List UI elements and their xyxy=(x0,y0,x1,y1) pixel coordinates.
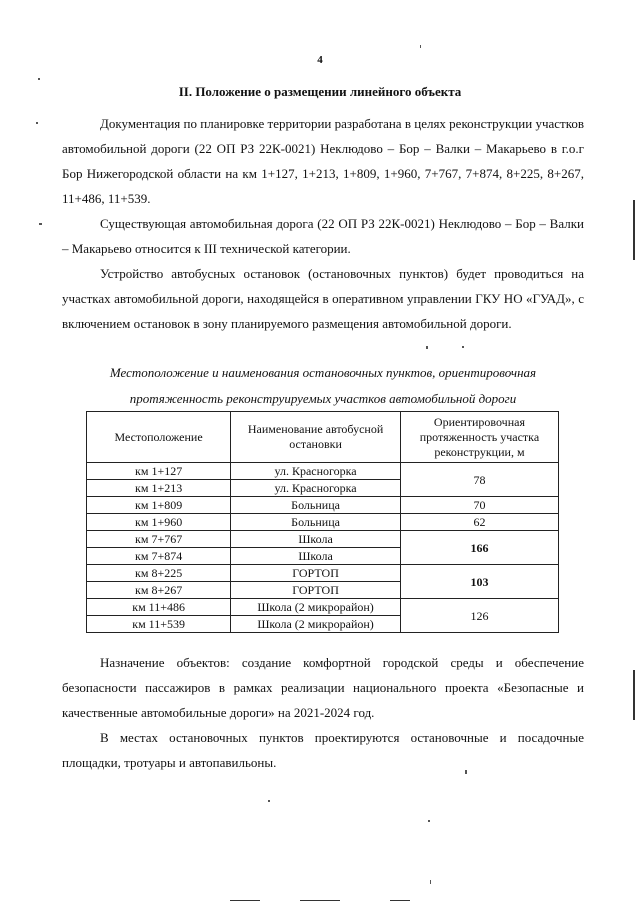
table-header-row xyxy=(87,412,559,463)
cell-location: км 8+267 xyxy=(87,582,231,599)
cell-length: 166 xyxy=(400,531,558,565)
section-heading: II. Положение о размещении линейного объекта xyxy=(178,84,462,99)
scan-speck xyxy=(36,122,38,124)
scan-edge-mark xyxy=(390,900,410,901)
header-location: Местоположение xyxy=(87,412,231,463)
cell-stop: Школа (2 микрорайон) xyxy=(231,616,401,633)
scan-speck xyxy=(430,880,431,884)
paragraph-text: Назначение объектов: создание комфортной городской среды и обеспечение безопасности пассажиров в рамках реализации национального проекта «Безопасные и качественные автомобильные дороги» на 2021-2024 год. xyxy=(62,655,584,720)
scan-edge-mark xyxy=(300,900,340,901)
scan-edge-mark xyxy=(633,670,635,720)
scan-speck xyxy=(462,346,464,348)
cell-location: км 8+225 xyxy=(87,565,231,582)
scan-speck xyxy=(465,770,467,774)
bus-stops-table xyxy=(86,411,559,633)
cell-stop: Больница xyxy=(231,497,401,514)
cell-length: 62 xyxy=(400,514,558,531)
paragraph-text: В местах остановочных пунктов проектируются остановочные и посадочные площадки, тротуары и автопавильоны. xyxy=(62,730,584,770)
scan-speck xyxy=(426,346,428,349)
cell-stop: ГОРТОП xyxy=(231,565,401,582)
cell-stop: Больница xyxy=(231,514,401,531)
cell-location: км 11+539 xyxy=(87,616,231,633)
header-stop-name: Наименование автобусной остановки xyxy=(231,412,401,463)
cell-stop: Школа xyxy=(231,548,401,565)
cell-length: 103 xyxy=(400,565,558,599)
paragraph-text: Существующая автомобильная дорога (22 ОП РЗ 22К-0021) Неклюдово – Бор – Валки – Макарьево относится к III технической категории. xyxy=(62,216,584,256)
table-row xyxy=(87,599,559,616)
cell-stop: Школа xyxy=(231,531,401,548)
table-row xyxy=(87,531,559,548)
scan-speck xyxy=(268,800,270,802)
scan-edge-mark xyxy=(230,900,260,901)
paragraph-facilities xyxy=(62,725,584,775)
page-number: 4 xyxy=(317,54,323,66)
cell-location: км 11+486 xyxy=(87,599,231,616)
cell-length: 70 xyxy=(400,497,558,514)
scan-speck xyxy=(420,45,421,48)
cell-stop: ул. Красногорка xyxy=(231,463,401,480)
table-caption: Местоположение и наименования остановочных пунктов, ориентировочная протяженность реконструируемых участков автомобильной дороги xyxy=(109,365,537,406)
cell-location: км 1+960 xyxy=(87,514,231,531)
paragraph-bus-stops xyxy=(62,261,584,336)
paragraph-text: Устройство автобусных остановок (остановочных пунктов) будет проводиться на участках автомобильной дороги, находящейся в оперативном управлении ГКУ НО «ГУАД», с включением остановок в зону планируемого размещения автомобильной дороги. xyxy=(62,266,584,331)
table-row xyxy=(87,514,559,531)
cell-stop: ул. Красногорка xyxy=(231,480,401,497)
cell-location: км 1+809 xyxy=(87,497,231,514)
paragraph-documentation xyxy=(62,111,584,211)
paragraph-text: Документация по планировке территории разработана в целях реконструкции участков автомобильной дороги (22 ОП РЗ 22К-0021) Неклюдово – Бор – Валки – Макарьево в г.о.г Бор Нижегородской области на км 1+127, 1+213, 1+809, 1+960, 7+767, 7+874, 8+225, 8+267, 11+486, 11+539. xyxy=(62,116,584,206)
paragraph-purpose xyxy=(62,650,584,725)
scan-edge-mark xyxy=(633,200,635,260)
header-length: Ориентировочная протяженность участка реконструкции, м xyxy=(400,412,558,463)
cell-stop: ГОРТОП xyxy=(231,582,401,599)
cell-stop: Школа (2 микрорайон) xyxy=(231,599,401,616)
cell-location: км 7+874 xyxy=(87,548,231,565)
cell-length: 78 xyxy=(400,463,558,497)
table-row xyxy=(87,565,559,582)
scan-speck xyxy=(428,820,430,822)
cell-location: км 7+767 xyxy=(87,531,231,548)
cell-length: 126 xyxy=(400,599,558,633)
scan-speck xyxy=(38,78,40,80)
table-row xyxy=(87,497,559,514)
table-row xyxy=(87,463,559,480)
paragraph-road-category xyxy=(62,211,584,261)
scan-speck xyxy=(39,223,42,225)
cell-location: км 1+127 xyxy=(87,463,231,480)
cell-location: км 1+213 xyxy=(87,480,231,497)
